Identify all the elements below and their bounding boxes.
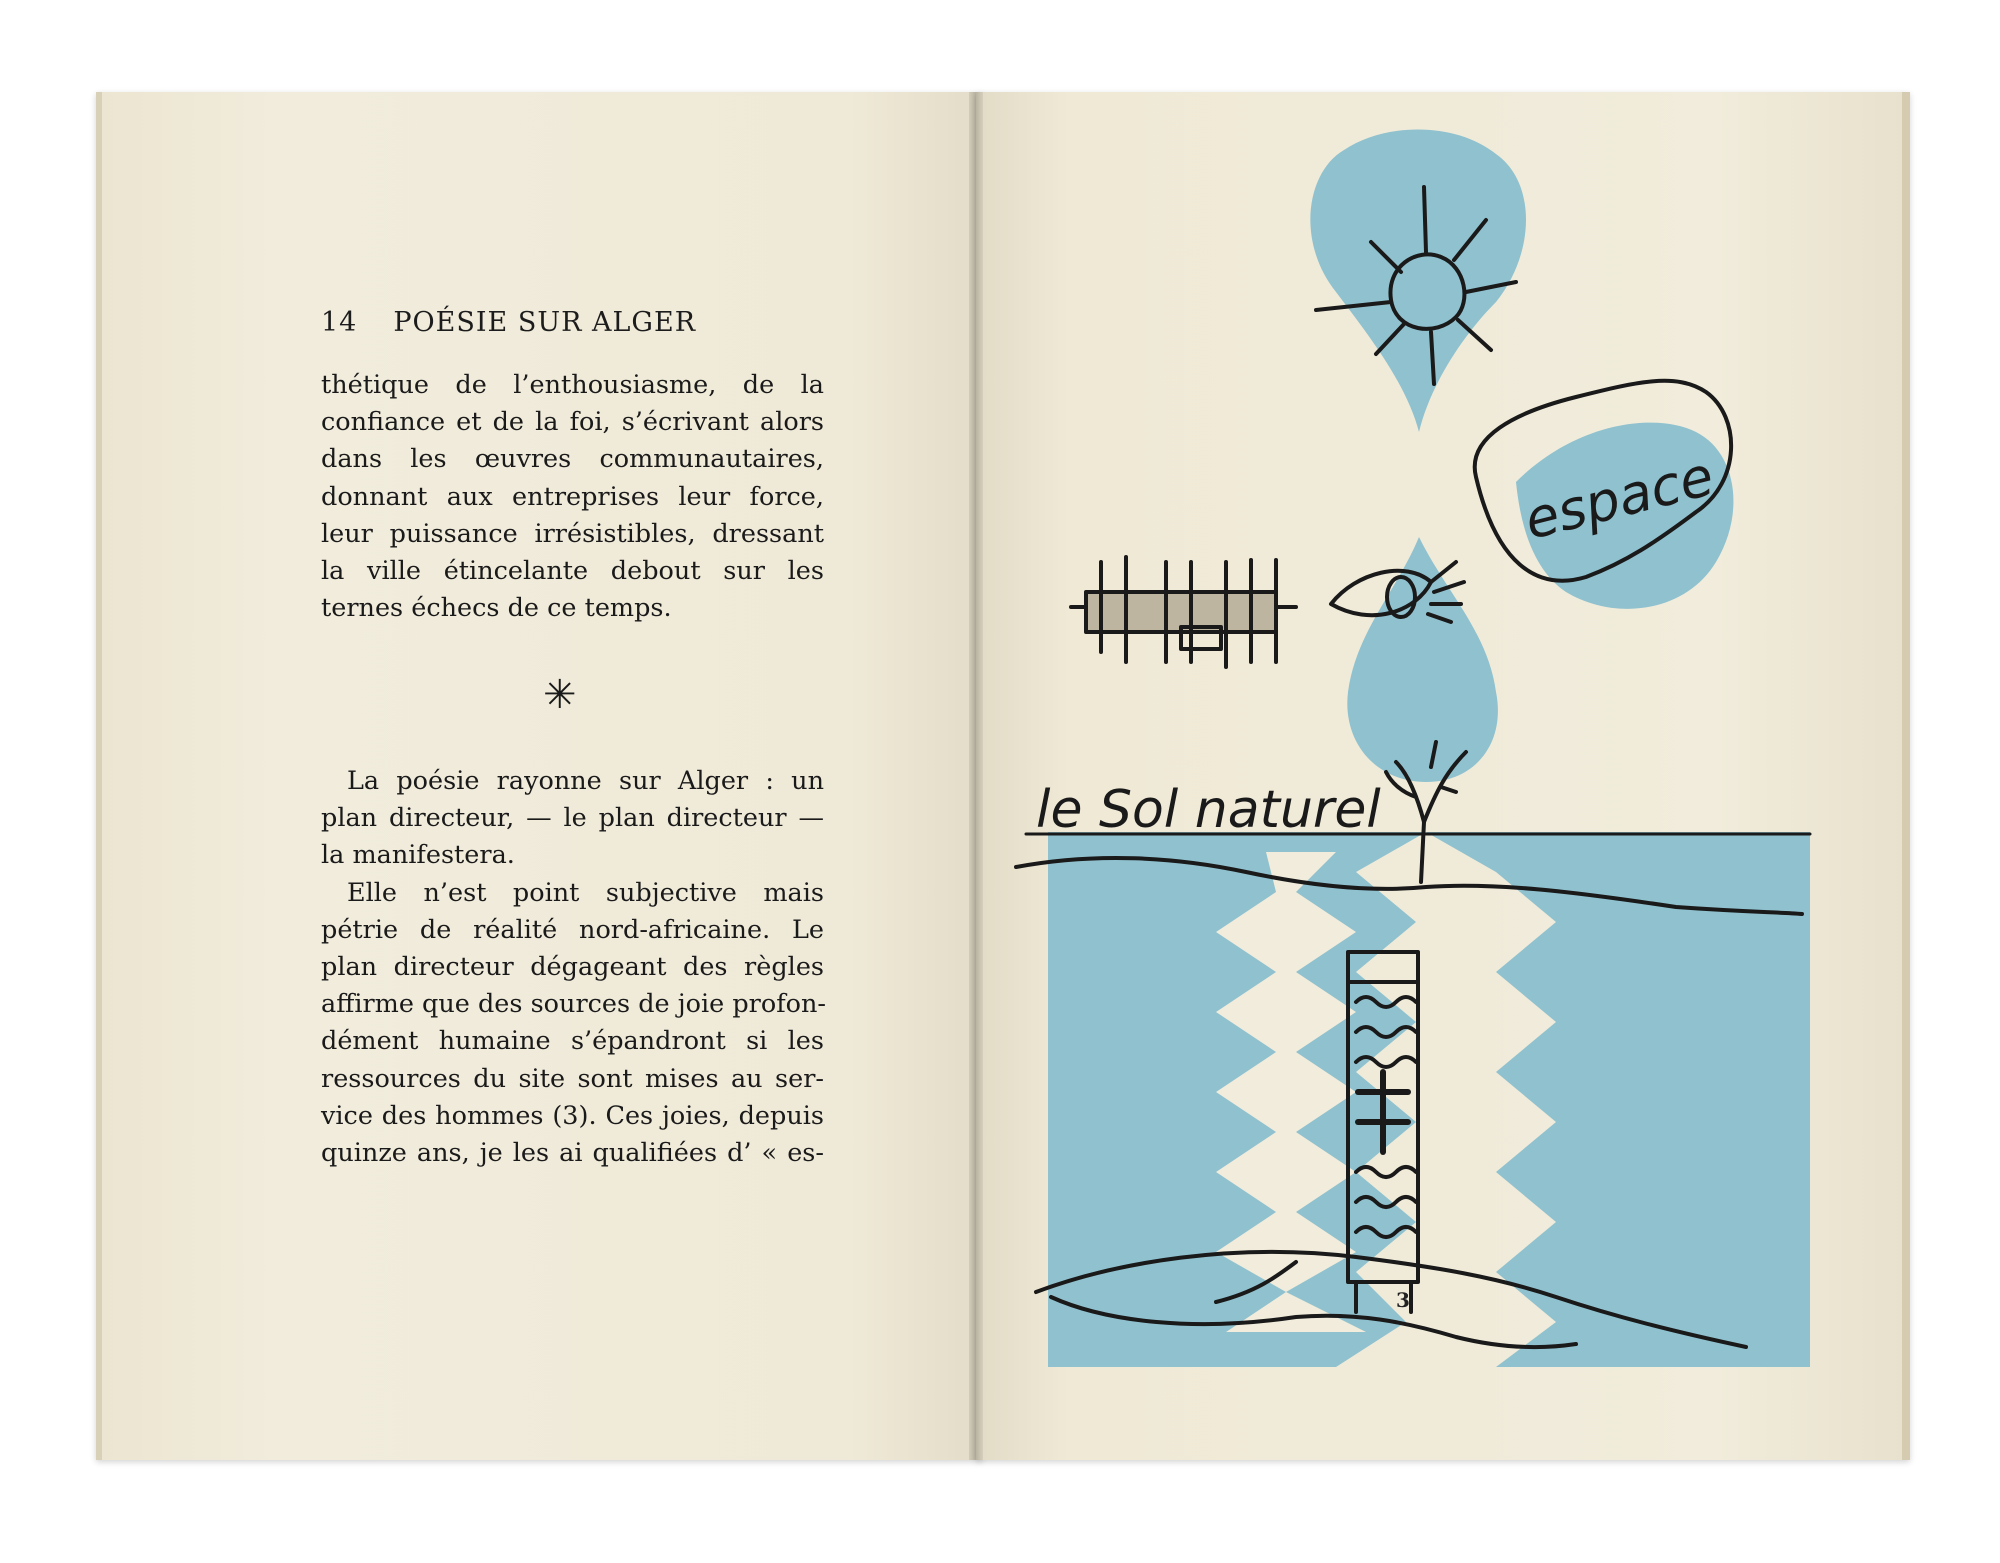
text-line: dans les œuvres communautaires, xyxy=(321,444,824,475)
text-line: plan directeur, — le plan directeur — xyxy=(321,803,824,834)
text-line: ternes échecs de ce temps. xyxy=(321,593,672,624)
folio-number: 3 xyxy=(1396,1288,1410,1312)
text-line: Elle n’est point subjective mais xyxy=(347,877,824,908)
blue-shapes xyxy=(1048,129,1810,1367)
label-sol-naturel: le Sol naturel xyxy=(1036,780,1381,840)
top-petal-shape xyxy=(1310,129,1526,432)
text-block-2 xyxy=(321,763,827,1172)
bottom-petal-shape xyxy=(1347,537,1498,782)
section-separator: ✳ xyxy=(543,672,577,718)
page-number: 14 xyxy=(321,307,358,338)
text-line: affirme que des sources de joie profon- xyxy=(321,989,827,1020)
running-head xyxy=(321,307,696,338)
text-line: quinze ans, je les ai qualifiées d’ « es- xyxy=(321,1137,824,1168)
text-line: donnant aux entreprises leur force, xyxy=(321,481,824,512)
text-line: leur puissance irrésistibles, dressant xyxy=(321,518,824,549)
text-line: La poésie rayonne sur Alger : un xyxy=(347,766,824,796)
text-line: la ville étincelante debout sur les xyxy=(321,555,824,586)
text-line: plan directeur dégageant des règles xyxy=(321,951,824,982)
label-espace: espace xyxy=(1518,444,1720,552)
text-line: dément humaine s’épandront si les xyxy=(321,1026,824,1057)
text-line: vice des hommes (3). Ces joies, depuis xyxy=(321,1100,824,1131)
text-line: confiance et de la foi, s’écrivant alors xyxy=(321,407,824,438)
text-line: pétrie de réalité nord-africaine. Le xyxy=(321,914,824,945)
text-line: thétique de l’enthousiasme, de la xyxy=(321,370,824,400)
building-sketch xyxy=(1071,557,1296,667)
illustration xyxy=(976,92,1902,1460)
text-line: la manifestera. xyxy=(321,840,515,871)
text-block-1 xyxy=(321,367,824,627)
text-line: ressources du site sont mises au ser- xyxy=(321,1063,824,1094)
running-title: POÉSIE SUR ALGER xyxy=(393,307,697,338)
